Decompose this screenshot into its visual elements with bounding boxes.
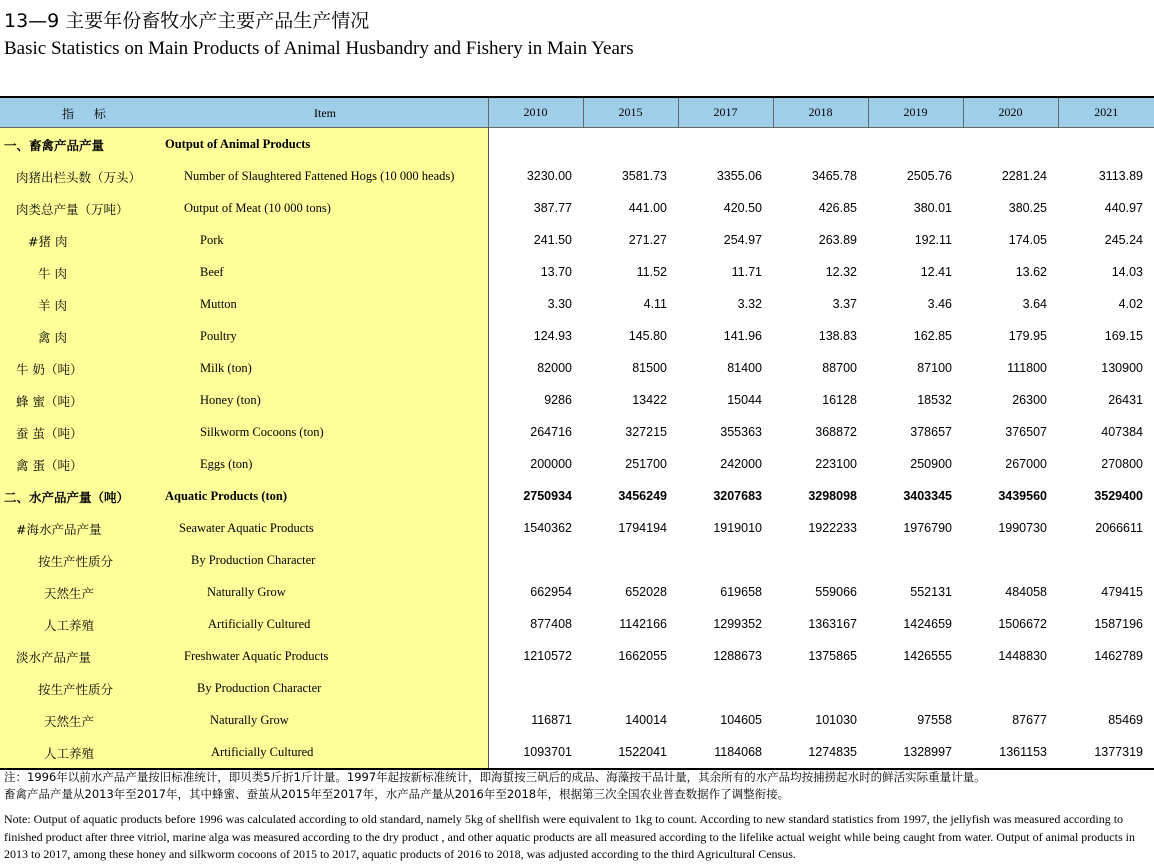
table-row <box>0 224 1154 256</box>
row-label-en: Artificially Cultured <box>211 745 314 759</box>
row-label-cn: 人工养殖 <box>44 618 95 633</box>
value-cell <box>963 128 1058 161</box>
value-cell: 407384 <box>1101 425 1143 439</box>
header-year: 2019 <box>868 97 963 128</box>
header-year: 2020 <box>963 97 1058 128</box>
page-title-en: Basic Statistics on Main Products of Animal Husbandry and Fishery in Main Years <box>4 38 634 59</box>
value-cell: 1462789 <box>1094 649 1143 663</box>
value-cell: 3113.89 <box>1098 169 1143 183</box>
value-cell: 368872 <box>815 425 857 439</box>
value-cell <box>583 128 678 161</box>
table-row <box>0 448 1154 480</box>
table-row <box>0 416 1154 448</box>
row-label-cn: 禽 肉 <box>38 330 67 345</box>
table-row <box>0 320 1154 352</box>
value-cell: 3230.00 <box>526 169 572 183</box>
value-cell: 11.71 <box>731 265 762 279</box>
value-cell: 104605 <box>720 713 762 727</box>
row-label-en: Aquatic Products (ton) <box>165 489 287 503</box>
value-cell: 81500 <box>632 361 667 375</box>
row-label-en: Naturally Grow <box>207 585 286 599</box>
row-label-cn: 羊 肉 <box>38 298 67 313</box>
row-label-en: Freshwater Aquatic Products <box>184 649 329 663</box>
value-cell: 242000 <box>720 457 762 471</box>
row-label-cn: #海水产品产量 <box>16 522 102 537</box>
value-cell: 3.64 <box>1022 297 1047 311</box>
row-label-en: Eggs (ton) <box>200 457 253 471</box>
value-cell: 3355.06 <box>716 169 762 183</box>
row-label-cell <box>0 416 488 448</box>
row-label-cell <box>0 576 488 608</box>
value-cell <box>1058 128 1154 161</box>
value-cell: 251700 <box>625 457 667 471</box>
row-label-cell <box>0 128 488 161</box>
value-cell: 1540362 <box>523 521 572 535</box>
value-cell: 192.11 <box>914 233 952 247</box>
value-cell: 223100 <box>815 457 857 471</box>
statistics-table <box>0 96 1154 770</box>
statistics-table-container <box>0 96 1154 770</box>
value-cell <box>583 672 678 704</box>
value-cell: 619658 <box>720 585 762 599</box>
row-label-cn: #猪 肉 <box>28 234 68 249</box>
value-cell: 1210572 <box>523 649 572 663</box>
value-cell: 11.52 <box>636 265 667 279</box>
row-label-cn: 按生产性质分 <box>38 554 114 569</box>
value-cell: 138.83 <box>818 329 857 343</box>
row-label-en: Artificially Cultured <box>208 617 311 631</box>
value-cell <box>488 544 583 576</box>
value-cell <box>488 128 583 161</box>
value-cell: 4.02 <box>1118 297 1143 311</box>
value-cell: 3.30 <box>547 297 572 311</box>
row-label-en: By Production Character <box>197 681 322 695</box>
table-row <box>0 288 1154 320</box>
value-cell <box>963 544 1058 576</box>
value-cell: 13.62 <box>1015 265 1047 279</box>
value-cell: 1363167 <box>808 617 857 631</box>
header-year: 2018 <box>773 97 868 128</box>
value-cell <box>773 128 868 161</box>
note-en: Note: Output of aquatic products before 1996 was calculated according to old standard, namely 5kg of shellfish were equivalent to 1kg to count. According to new standard statistics from 1997, the jellyfish was measured according to finished product after three vitriol, marine alga was measured according to the dry product , and other aquatic products are all measured according to the lifelike actual weight while being caught from water. Output of animal products in 2013 to 2017, among these honey and silkworm cocoons of 2015 to 2017, aquatic products of 2016 to 2018, was adjusted according to the third Agricultural Census. <box>4 812 1135 861</box>
row-label-en: Output of Meat (10 000 tons) <box>184 201 331 215</box>
value-cell: 241.50 <box>533 233 572 247</box>
row-label-en: Pork <box>200 233 224 247</box>
note-cn-line1: 注：1996年以前水产品产量按旧标准统计，即贝类5斤折1斤计量。1997年起按新标准统计，即海蜇按三矾后的成品、海藻按干品计量，其余所有的水产品均按捕捞起水时的鲜活实际重量计量。 <box>4 770 986 784</box>
value-cell: 264716 <box>530 425 572 439</box>
value-cell: 3.37 <box>832 297 857 311</box>
value-cell: 97558 <box>917 713 952 727</box>
row-label-cn: 蜂 蜜（吨） <box>16 394 83 409</box>
value-cell: 1328997 <box>868 736 963 769</box>
value-cell <box>773 544 868 576</box>
value-cell: 1274835 <box>773 736 868 769</box>
value-cell: 1587196 <box>1094 617 1143 631</box>
value-cell: 1299352 <box>713 617 762 631</box>
value-cell: 124.93 <box>533 329 572 343</box>
value-cell: 420.50 <box>723 201 762 215</box>
value-cell: 130900 <box>1101 361 1143 375</box>
value-cell: 877408 <box>530 617 572 631</box>
row-label-cn: 一、畜禽产品产量 <box>4 138 105 153</box>
table-row <box>0 512 1154 544</box>
value-cell: 87677 <box>1012 713 1047 727</box>
value-cell: 662954 <box>530 585 572 599</box>
value-cell: 3403345 <box>903 489 952 503</box>
row-label-cell <box>0 320 488 352</box>
value-cell: 1794194 <box>618 521 667 535</box>
table-body <box>0 128 1154 770</box>
row-label-cn: 禽 蛋（吨） <box>16 458 83 473</box>
value-cell <box>1058 672 1154 704</box>
row-label-cell <box>0 448 488 480</box>
value-cell: 327215 <box>625 425 667 439</box>
row-label-cn: 牛 肉 <box>38 266 67 281</box>
row-label-en: Naturally Grow <box>210 713 289 727</box>
value-cell: 13422 <box>632 393 667 407</box>
row-label-cn: 人工养殖 <box>44 746 95 761</box>
row-label-cell <box>0 544 488 576</box>
value-cell: 3.46 <box>927 297 952 311</box>
value-cell: 88700 <box>822 361 857 375</box>
value-cell: 2505.76 <box>906 169 952 183</box>
value-cell: 376507 <box>1005 425 1047 439</box>
table-row <box>0 128 1154 161</box>
value-cell: 1375865 <box>808 649 857 663</box>
value-cell: 271.27 <box>628 233 667 247</box>
row-label-en: Mutton <box>200 297 237 311</box>
table-row <box>0 256 1154 288</box>
row-label-cn: 淡水产品产量 <box>16 650 92 665</box>
table-row <box>0 736 1154 769</box>
row-label-cell <box>0 160 488 192</box>
value-cell <box>868 544 963 576</box>
row-label-cell <box>0 288 488 320</box>
row-label-en: Seawater Aquatic Products <box>179 521 314 535</box>
row-label-cn: 天然生产 <box>44 586 95 601</box>
value-cell: 380.25 <box>1008 201 1047 215</box>
row-label-cn: 按生产性质分 <box>38 682 114 697</box>
value-cell: 3.32 <box>737 297 762 311</box>
row-label-cn: 肉猪出栏头数（万头） <box>16 170 142 185</box>
value-cell: 426.85 <box>818 201 857 215</box>
value-cell: 179.95 <box>1008 329 1047 343</box>
value-cell: 1506672 <box>998 617 1047 631</box>
value-cell: 85469 <box>1108 713 1143 727</box>
note-cn <box>4 769 986 803</box>
value-cell <box>963 672 1058 704</box>
row-label-en: Silkworm Cocoons (ton) <box>200 425 324 439</box>
value-cell: 254.97 <box>723 233 762 247</box>
row-label-en: Milk (ton) <box>200 361 252 375</box>
value-cell: 169.15 <box>1104 329 1143 343</box>
table-row <box>0 608 1154 640</box>
value-cell: 552131 <box>910 585 952 599</box>
row-label-cell <box>0 704 488 736</box>
value-cell: 140014 <box>625 713 667 727</box>
value-cell: 16128 <box>822 393 857 407</box>
row-label-cn: 二、水产品产量（吨） <box>4 490 130 505</box>
value-cell: 267000 <box>1005 457 1047 471</box>
row-label-en: Output of Animal Products <box>165 137 311 151</box>
value-cell: 1361153 <box>963 736 1058 769</box>
value-cell: 12.41 <box>920 265 952 279</box>
value-cell: 174.05 <box>1008 233 1047 247</box>
value-cell: 1662055 <box>618 649 667 663</box>
row-label-cell <box>0 384 488 416</box>
value-cell: 3207683 <box>713 489 762 503</box>
row-label-cn: 牛 奶（吨） <box>16 362 83 377</box>
value-cell: 270800 <box>1101 457 1143 471</box>
table-row <box>0 640 1154 672</box>
value-cell: 26300 <box>1012 393 1047 407</box>
value-cell: 355363 <box>720 425 762 439</box>
value-cell: 116871 <box>531 713 572 727</box>
value-cell: 380.01 <box>913 201 952 215</box>
value-cell: 200000 <box>530 457 572 471</box>
value-cell: 1922233 <box>808 521 857 535</box>
row-label-cell <box>0 192 488 224</box>
value-cell: 1288673 <box>713 649 762 663</box>
value-cell: 1377319 <box>1058 736 1154 769</box>
value-cell: 387.77 <box>533 201 572 215</box>
value-cell: 1184068 <box>678 736 773 769</box>
row-label-cell <box>0 352 488 384</box>
header-label-cn: 指 标 <box>62 107 114 121</box>
row-label-cell <box>0 736 488 769</box>
value-cell: 1976790 <box>903 521 952 535</box>
row-label-en: By Production Character <box>191 553 316 567</box>
value-cell: 101030 <box>815 713 857 727</box>
value-cell: 250900 <box>910 457 952 471</box>
value-cell: 652028 <box>625 585 667 599</box>
value-cell: 2281.24 <box>1001 169 1047 183</box>
value-cell: 479415 <box>1101 585 1143 599</box>
header-year: 2021 <box>1058 97 1154 128</box>
value-cell: 3298098 <box>808 489 857 503</box>
table-row <box>0 544 1154 576</box>
value-cell <box>678 128 773 161</box>
value-cell <box>868 128 963 161</box>
value-cell: 111800 <box>1007 361 1047 375</box>
value-cell: 1093701 <box>488 736 583 769</box>
row-label-cell <box>0 512 488 544</box>
row-label-cell <box>0 256 488 288</box>
table-row <box>0 672 1154 704</box>
value-cell: 15044 <box>727 393 762 407</box>
value-cell <box>773 672 868 704</box>
value-cell: 14.03 <box>1111 265 1143 279</box>
header-year: 2017 <box>678 97 773 128</box>
value-cell: 3465.78 <box>811 169 857 183</box>
row-label-en: Honey (ton) <box>200 393 261 407</box>
value-cell: 3439560 <box>998 489 1047 503</box>
row-label-en: Beef <box>200 265 224 279</box>
note-cn-line2: 畜禽产品产量从2013年至2017年，其中蜂蜜、蚕茧从2015年至2017年，水产品产量从2016年至2018年，根据第三次全国农业普查数据作了调整衔接。 <box>4 787 790 801</box>
value-cell: 18532 <box>917 393 952 407</box>
value-cell: 2750934 <box>523 489 572 503</box>
row-label-en: Poultry <box>200 329 237 343</box>
value-cell: 3529400 <box>1094 489 1143 503</box>
value-cell <box>868 672 963 704</box>
row-label-cn: 肉类总产量（万吨） <box>16 202 129 217</box>
value-cell: 12.32 <box>825 265 857 279</box>
row-label-en: Number of Slaughtered Fattened Hogs (10 000 heads) <box>184 169 455 183</box>
value-cell <box>583 544 678 576</box>
row-label-cell <box>0 640 488 672</box>
table-row <box>0 384 1154 416</box>
value-cell: 440.97 <box>1104 201 1143 215</box>
value-cell: 1424659 <box>903 617 952 631</box>
value-cell: 1919010 <box>713 521 762 535</box>
value-cell: 1522041 <box>583 736 678 769</box>
row-label-cn: 蚕 茧（吨） <box>16 426 83 441</box>
row-label-cell <box>0 480 488 512</box>
value-cell: 484058 <box>1005 585 1047 599</box>
header-year: 2015 <box>583 97 678 128</box>
table-header-row <box>0 97 1154 128</box>
table-row <box>0 352 1154 384</box>
value-cell: 3456249 <box>618 489 667 503</box>
table-row <box>0 160 1154 192</box>
value-cell: 1448830 <box>998 649 1047 663</box>
table-row <box>0 480 1154 512</box>
value-cell: 378657 <box>910 425 952 439</box>
value-cell: 3581.73 <box>621 169 667 183</box>
value-cell: 81400 <box>727 361 762 375</box>
table-row <box>0 192 1154 224</box>
value-cell: 2066611 <box>1095 521 1143 535</box>
value-cell: 82000 <box>537 361 572 375</box>
value-cell: 26431 <box>1108 393 1143 407</box>
value-cell <box>488 672 583 704</box>
header-item-cell <box>0 97 488 128</box>
page-title-cn: 13—9 主要年份畜牧水产主要产品生产情况 <box>4 10 370 32</box>
value-cell: 263.89 <box>818 233 857 247</box>
value-cell: 245.24 <box>1104 233 1143 247</box>
value-cell: 13.70 <box>540 265 572 279</box>
value-cell <box>678 672 773 704</box>
value-cell: 87100 <box>917 361 952 375</box>
value-cell: 162.85 <box>913 329 952 343</box>
value-cell: 1142166 <box>619 617 667 631</box>
row-label-cell <box>0 608 488 640</box>
value-cell: 1990730 <box>998 521 1047 535</box>
value-cell <box>1058 544 1154 576</box>
row-label-cell <box>0 224 488 256</box>
value-cell: 145.80 <box>628 329 667 343</box>
value-cell: 1426555 <box>903 649 952 663</box>
table-row <box>0 704 1154 736</box>
table-row <box>0 576 1154 608</box>
value-cell <box>678 544 773 576</box>
value-cell: 559066 <box>815 585 857 599</box>
value-cell: 141.96 <box>723 329 762 343</box>
row-label-cn: 天然生产 <box>44 714 95 729</box>
value-cell: 441.00 <box>628 201 667 215</box>
row-label-cell <box>0 672 488 704</box>
header-label-en: Item <box>314 106 336 120</box>
header-year: 2010 <box>488 97 583 128</box>
value-cell: 4.11 <box>643 297 667 311</box>
value-cell: 9286 <box>544 393 572 407</box>
